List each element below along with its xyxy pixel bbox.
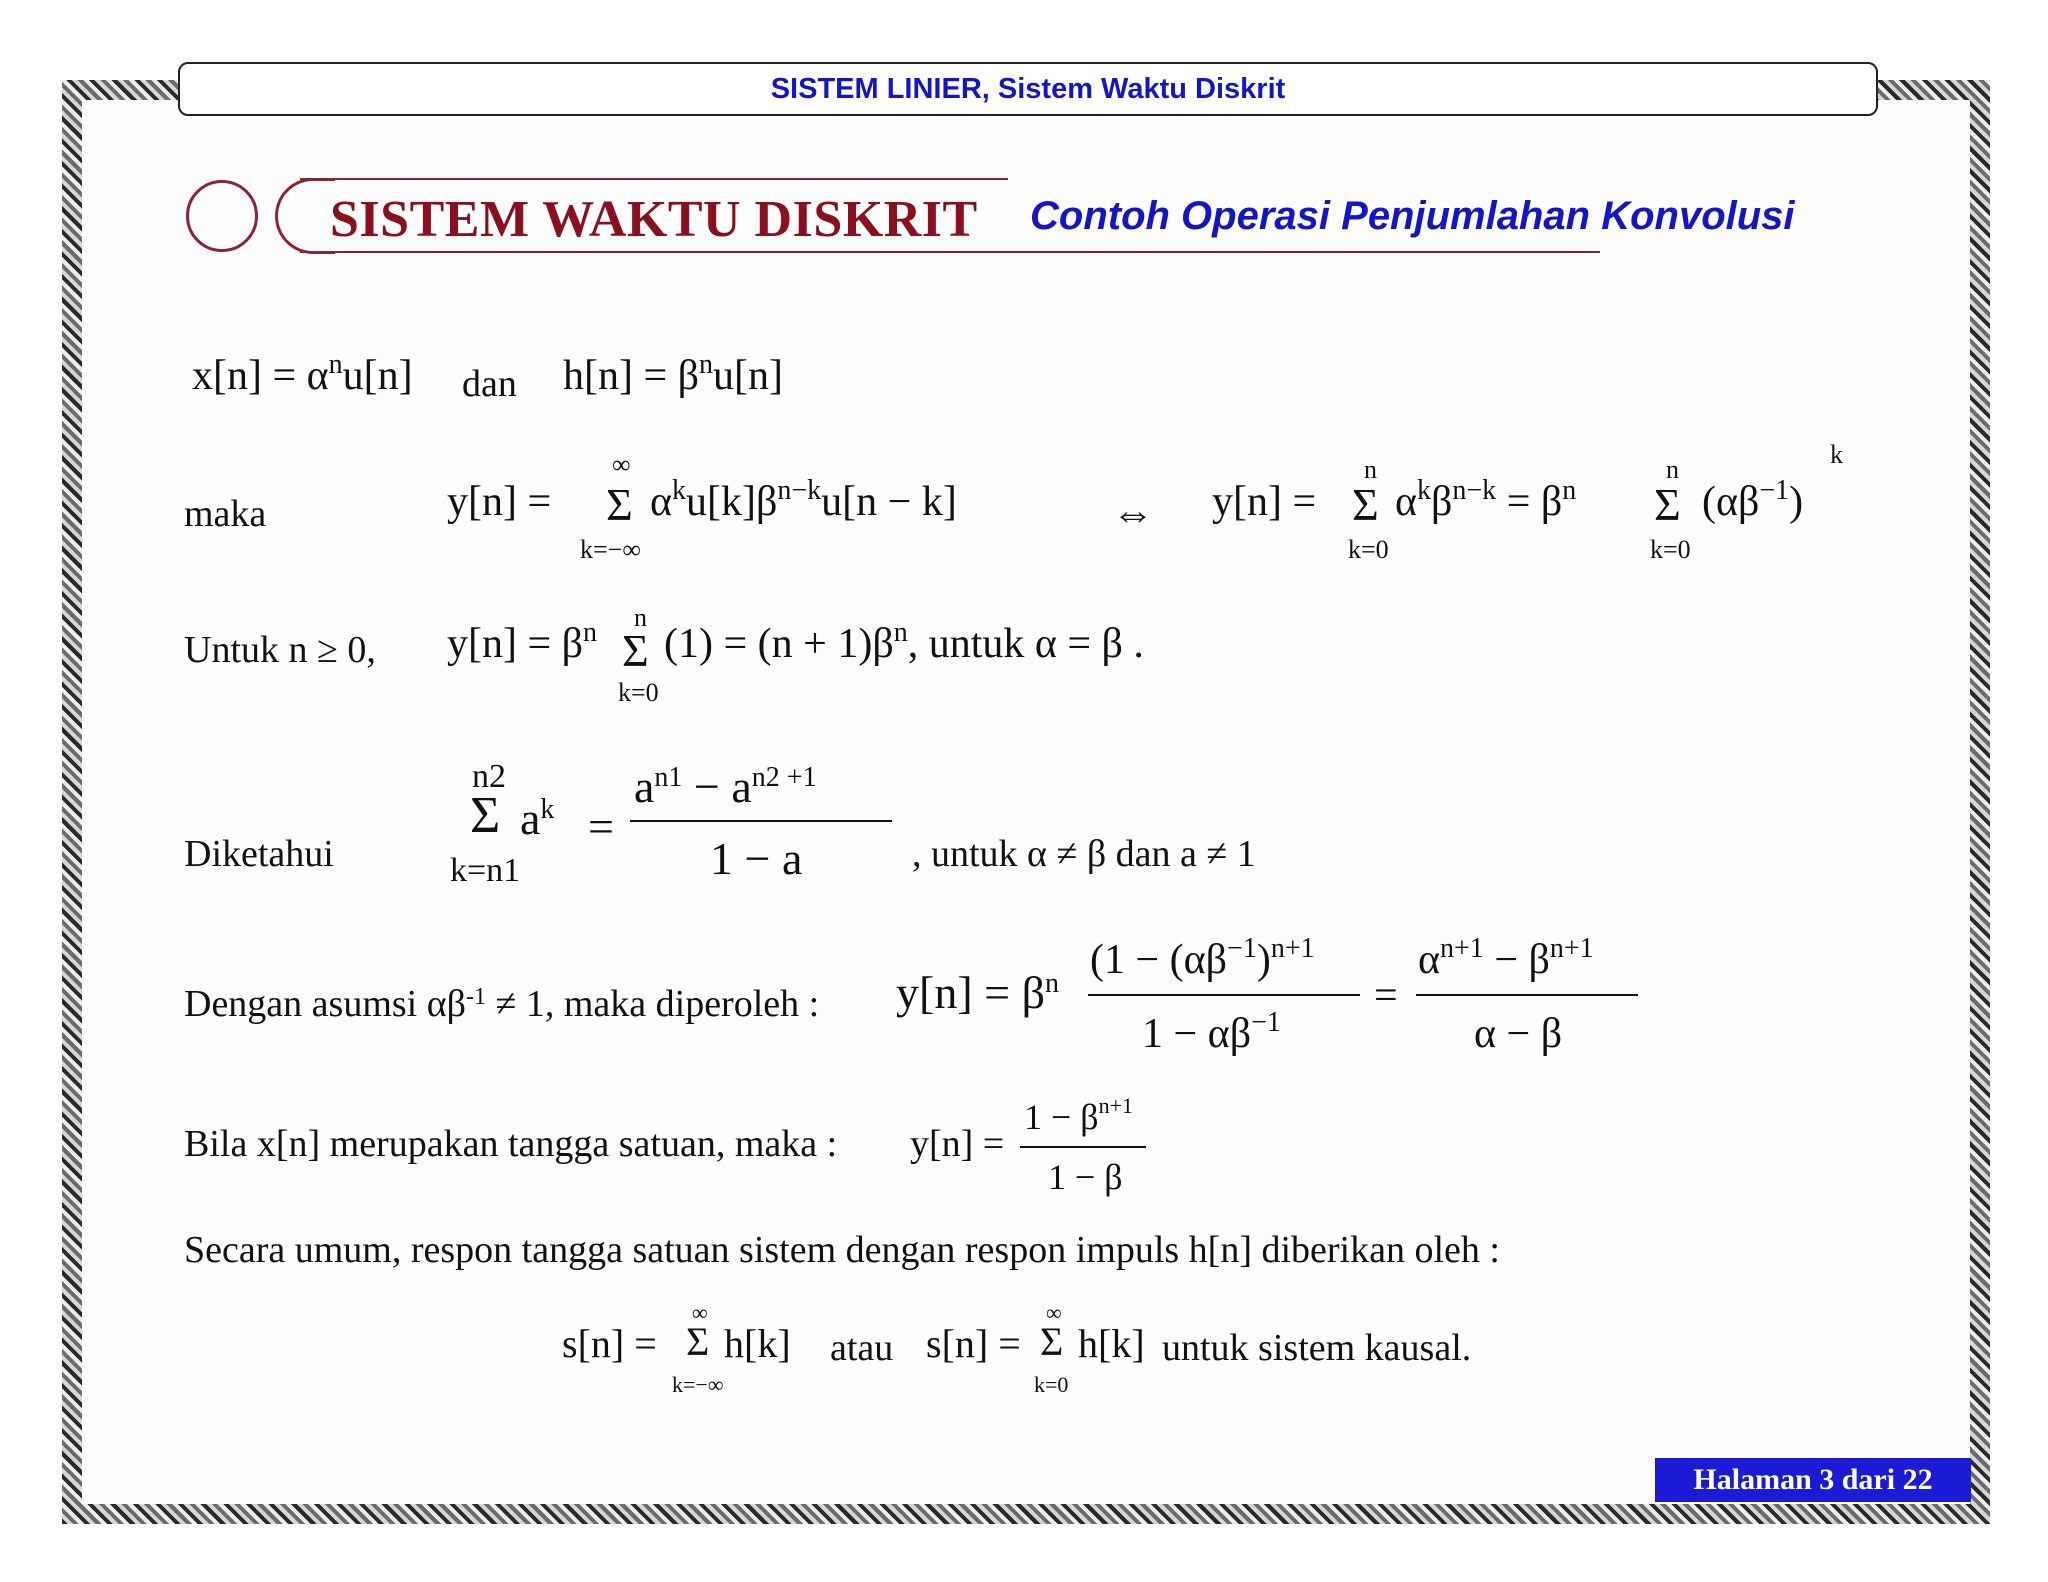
eq4-den2: α − β — [1474, 1011, 1563, 1057]
circle-decoration — [186, 180, 258, 252]
s1-upper: ∞ — [692, 1300, 708, 1325]
eq4-den1: $1 - \alpha\beta^{-1}$ — [1142, 1007, 1281, 1057]
untuk-label: Untuk n ≥ 0, — [184, 629, 376, 671]
eq1-upper: ∞ — [612, 450, 631, 479]
asumsi-label: Dengan asumsi $\alpha\beta^{-1} \ne 1$, maka diperoleh : — [184, 983, 820, 1025]
eq3-sigma: Σ — [622, 625, 649, 676]
dan-label: dan — [462, 363, 517, 405]
eq3-lhs: $y[n] = \beta^n$ — [447, 617, 598, 667]
s2-upper: ∞ — [1046, 1300, 1062, 1325]
geo-term: $a^k$ — [520, 793, 555, 844]
eq3-upper: n — [634, 603, 647, 632]
eq2-upper-2: n — [1666, 455, 1679, 484]
s2-lhs: s[n] = — [926, 1321, 1021, 1366]
eq4-equals: = — [1374, 973, 1398, 1019]
geo-lower: k=n1 — [450, 852, 521, 889]
eq2-sigma: Σ — [1352, 479, 1379, 530]
s1-body: h[k] — [724, 1321, 791, 1366]
eq5-lhs: y[n] = — [910, 1123, 1005, 1165]
eq2-lower: k=0 — [1348, 535, 1389, 564]
eq1-sigma: Σ — [606, 479, 633, 530]
def-x: $x[n] = \alpha^nu[n]$ — [192, 349, 413, 399]
title-rule-top — [300, 178, 1008, 180]
course-header — [178, 62, 1878, 116]
maka-label: maka — [184, 493, 267, 535]
s2-tail: untuk sistem kausal. — [1162, 1327, 1472, 1369]
geo-upper: n2 — [472, 758, 506, 795]
eq4-bar2 — [1416, 994, 1638, 996]
geo-numerator: $a^{n1} - a^{n2 +1}$ — [634, 761, 817, 812]
eq2-paren: $(\alpha\beta^{-1})$ — [1702, 475, 1804, 525]
geo-equals: = — [588, 801, 614, 852]
s1-lhs: s[n] = — [562, 1321, 657, 1366]
secara-label: Secara umum, respon tangga satuan sistem dengan respon impuls h[n] diberikan oleh : — [184, 1229, 1500, 1271]
eq4-bar1 — [1088, 994, 1360, 996]
page-indicator — [1655, 1458, 1971, 1502]
eq2-kexp: k — [1830, 440, 1843, 469]
eq4-lhs: $y[n] = \beta^n$ — [896, 967, 1059, 1018]
geo-denominator: 1 − a — [710, 833, 803, 884]
s2-lower: k=0 — [1034, 1372, 1069, 1397]
diketahui-label: Diketahui — [184, 833, 334, 875]
eq1-body: $\alpha^ku[k]\beta^{n-k}u[n - k]$ — [650, 475, 957, 525]
eq1-lower: k=−∞ — [580, 535, 641, 564]
s2-body: h[k] — [1078, 1321, 1145, 1366]
eq2-body: $\alpha^k\beta^{n-k} = \beta^n$ — [1395, 475, 1577, 525]
iff-symbol: ⇔ — [1112, 491, 1154, 537]
page-subtitle: Contoh Operasi Penjumlahan Konvolusi — [1030, 194, 1795, 238]
eq3-lower: k=0 — [618, 678, 659, 707]
atau-label: atau — [830, 1327, 894, 1369]
course-title: SISTEM LINIER, Sistem Waktu Diskrit — [770, 72, 1286, 105]
eq2-sigma-2: Σ — [1654, 479, 1681, 530]
page-frame — [62, 80, 1990, 1524]
eq5-num: $1 - \beta^{n+1}$ — [1024, 1093, 1134, 1137]
geo-sigma: Σ — [470, 787, 501, 844]
eq4-num2: $\alpha^{n+1} - \beta^{n+1}$ — [1418, 933, 1594, 983]
eq4-num1: ($1 - (\alpha\beta^{-1})^{n+1}$ — [1090, 933, 1315, 983]
bila-label: Bila x[n] merupakan tangga satuan, maka : — [184, 1123, 838, 1165]
eq5-bar — [1020, 1146, 1146, 1148]
geo-fraction-bar — [630, 820, 892, 822]
s1-lower: k=−∞ — [672, 1372, 724, 1397]
s1-sigma: Σ — [686, 1319, 710, 1364]
s2-sigma: Σ — [1040, 1319, 1064, 1364]
eq2-lhs: y[n] = — [1212, 479, 1317, 525]
def-h: $h[n] = \beta^nu[n]$ — [563, 349, 784, 399]
eq2-lower-2: k=0 — [1650, 535, 1691, 564]
eq1-lhs: y[n] = — [447, 479, 552, 525]
eq3-body: $(1) = (n + 1)\beta^n$, untuk α = β . — [664, 617, 1144, 667]
eq5-den: 1 − β — [1048, 1157, 1123, 1197]
page-indicator-label: Halaman 3 dari 22 — [1693, 1463, 1933, 1496]
geo-condition: , untuk α ≠ β dan a ≠ 1 — [912, 833, 1256, 875]
eq2-upper: n — [1364, 455, 1377, 484]
title-rule-bottom — [300, 251, 1600, 253]
page-title: SISTEM WAKTU DISKRIT — [330, 191, 978, 248]
